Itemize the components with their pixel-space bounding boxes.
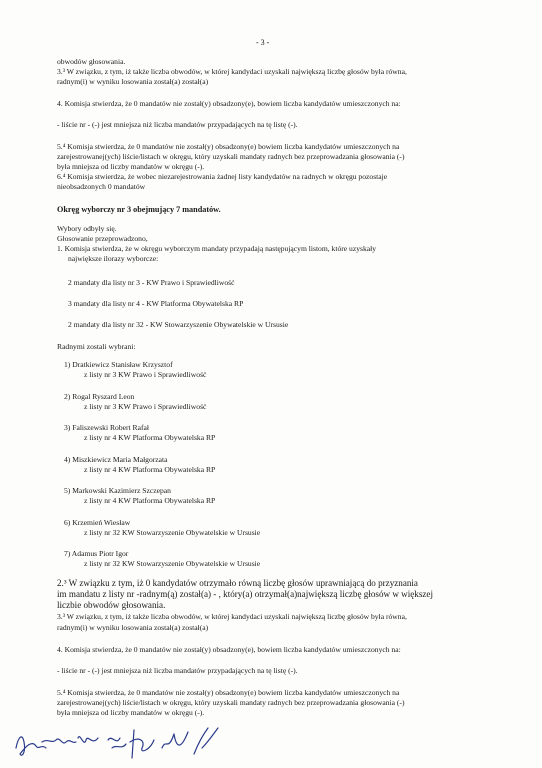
list-line: - liście nr - (-) jest mniejsza niż liczba mandatów przypadających na tę listę (-). <box>57 120 298 129</box>
text-line: była mniejsza od liczby mandatów w okręgu (-). <box>57 708 205 717</box>
text-line: była mniejsza od liczby mandatów w okręgu (-). <box>57 162 205 171</box>
paragraph-item-4: 4. Komisja stwierdza, że 0 mandatów nie został(y) obsadzony(e), bowiem liczba kandydatów umieszczonych na: <box>57 645 401 654</box>
candidate-name: 2) Rogal Ryszard Leon <box>64 392 135 401</box>
paragraph-item-4: 4. Komisja stwierdza, że 0 mandatów nie został(y) obsadzony(e), bowiem liczba kandydatów umieszczonych na: <box>57 99 401 108</box>
candidate-list: z listy nr 4 KW Platforma Obywatelska RP <box>84 433 216 442</box>
signature-ink <box>16 728 218 758</box>
text-line: zarejestrowanej(ych) liście/listach w okręgu, który uzyskali mandaty radnych bez przeprowadzania głosowania (-) <box>57 698 405 707</box>
text-line: największe ilorazy wyborcze: <box>68 254 159 263</box>
candidate-name: 4) Miszkiewicz Maria Małgorzata <box>64 455 168 464</box>
elections-held: Wybory odbyły się. <box>57 224 117 233</box>
paragraph-item-3: 3.³ W związku, z tym, iż także liczba obwodów, w której kandydaci uzyskali największą liczbę głosów była równa, <box>57 612 407 621</box>
text-line: im mandatu z listy nr -radnym(ą) został(a) - , który(a) otrzymał(a)największą liczbę głosów w większej <box>57 589 433 599</box>
candidate-name: 3) Faliszewski Robert Rafał <box>64 423 149 432</box>
paragraph-item-2: 2.³ W związku z tym, iż 0 kandydatów otrzymało równą liczbę głosów uprawniającą do przyznania <box>57 578 418 588</box>
text-line: radnym(i) w wyniku losowania został(a) został(a) <box>57 623 209 632</box>
paragraph-item-3: 3.³ W związku, z tym, iż także liczba obwodów, w której kandydaci uzyskali największą liczbę głosów była równa, <box>57 67 407 76</box>
page-number: - 3 - <box>256 38 270 47</box>
candidate-list: z listy nr 4 KW Platforma Obywatelska RP <box>84 465 216 474</box>
candidate-list: z listy nr 3 KW Prawo i Sprawiedliwość <box>84 370 207 379</box>
candidate-name: 5) Markowski Kazimierz Szczepan <box>64 486 171 495</box>
text-line: radnym(i) w wyniku losowania został(a) został(a) <box>57 77 209 86</box>
text-line: obwodów głosowania. <box>57 57 126 66</box>
paragraph-item-5: 5.⁴ Komisja stwierdza, że 0 mandatów nie został(y) obsadzony(e) bowiem liczba kandydatów umieszczonych na <box>57 688 400 697</box>
candidate-list: z listy nr 32 KW Stowarzyszenie Obywatelskie w Ursusie <box>84 528 261 537</box>
text-line: nieobsadzonych 0 mandatów <box>57 182 146 191</box>
elected-heading: Radnymi zostali wybrani: <box>57 342 136 351</box>
candidate-name: 6) Krzemień Wiesław <box>64 518 131 527</box>
candidate-name: 7) Adamus Piotr Igor <box>64 549 129 558</box>
paragraph-item-5: 5.⁴ Komisja stwierdza, że 0 mandatów nie został(y) obsadzony(e) bowiem liczba kandydatów umieszczonych na <box>57 142 400 151</box>
candidate-list: z listy nr 3 KW Prawo i Sprawiedliwość <box>84 402 207 411</box>
voting-conducted: Głosowanie przeprowadzono, <box>57 234 148 243</box>
list-line: - liście nr - (-) jest mniejsza niż liczba mandatów przypadających na tę listę (-). <box>57 666 298 675</box>
candidate-list: z listy nr 4 KW Platforma Obywatelska RP <box>84 496 216 505</box>
candidate-list: z listy nr 32 KW Stowarzyszenie Obywatelskie w Ursusie <box>84 559 261 568</box>
handwritten-signatures <box>12 718 272 766</box>
district-heading: Okręg wyborczy nr 3 obejmujący 7 mandatów. <box>57 205 221 214</box>
paragraph-item-6: 6.⁴ Komisja stwierdza, że wobec niezarejestrowania żadnej listy kandydatów na radnych w okręgu pozostaje <box>57 172 388 181</box>
mandate-line: 3 mandaty dla listy nr 4 - KW Platforma Obywatelska RP <box>68 299 244 308</box>
text-line: liczbie obwodów głosowania. <box>57 600 166 610</box>
candidate-name: 1) Dratkiewicz Stanisław Krzysztof <box>64 360 173 369</box>
mandate-line: 2 mandaty dla listy nr 32 - KW Stowarzyszenie Obywatelskie w Ursusie <box>68 320 289 329</box>
text-line: zarejestrowanej(ych) liście/listach w okręgu, który uzyskali mandaty radnych bez przeprowadzania głosowania (-) <box>57 152 405 161</box>
mandate-line: 2 mandaty dla listy nr 3 - KW Prawo i Sprawiedliwość <box>68 278 235 287</box>
paragraph-item-1: 1. Komisja stwierdza, że w okręgu wyborczym mandaty przypadają następującym listom, które uzyskały <box>57 244 377 253</box>
